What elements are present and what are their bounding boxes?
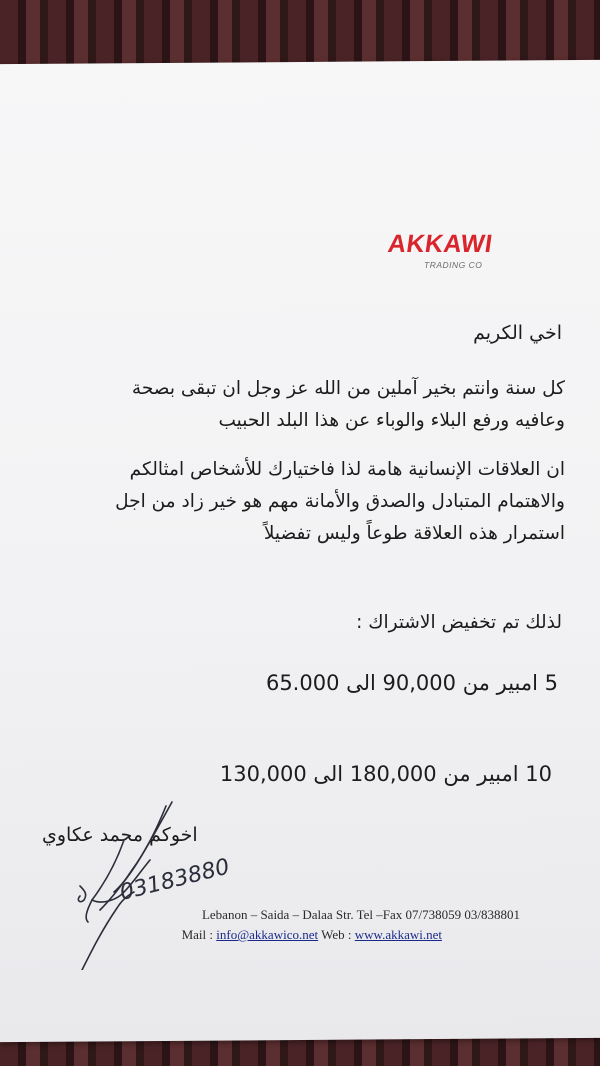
logo-name: AKKAWI xyxy=(386,230,495,258)
greeting: اخي الكريم xyxy=(473,322,562,344)
web-label: Web : xyxy=(318,927,355,942)
mail-label: Mail : xyxy=(181,927,217,942)
footer-contact xyxy=(82,927,442,943)
paragraph2-line1: ان العلاقات الإنسانية هامة لذا فاختيارك للأشخاص امثالكم xyxy=(129,459,565,480)
offer-5-amp: 5 امبير من 90,000 الى 65.000 xyxy=(265,671,558,695)
logo-subtitle: TRADING CO xyxy=(424,260,483,270)
handwritten-number: 03183880 xyxy=(117,854,233,906)
reduction-intro: لذلك تم تخفيض الاشتراك : xyxy=(356,612,562,633)
paragraph2-line3: استمرار هذه العلاقة طوعاً وليس تفضيلاً xyxy=(263,523,565,544)
paragraph1-line2: وعافيه ورفع البلاء والوباء عن هذا البلد الحبيب xyxy=(218,410,565,431)
paragraph2-line2: والاهتمام المتبادل والصدق والأمانة مهم هو خير زاد من اجل xyxy=(115,491,565,512)
company-logo xyxy=(388,230,518,275)
footer-address: Lebanon – Saida – Dalaa Str. Tel –Fax 07/738059 03/838801 xyxy=(201,907,520,922)
signature-text: اخوكم محمد عكاوي xyxy=(42,824,198,846)
offer-10-amp: 10 امبير من 180,000 الى 130,000 xyxy=(219,762,552,786)
handwritten-signature xyxy=(62,800,282,970)
paragraph1-line1: كل سنة وانتم بخير آملين من الله عز وجل ان تبقى بصحة xyxy=(131,378,565,399)
mail-link[interactable]: info@akkawico.net xyxy=(216,927,319,942)
web-link[interactable]: www.akkawi.net xyxy=(354,927,442,942)
